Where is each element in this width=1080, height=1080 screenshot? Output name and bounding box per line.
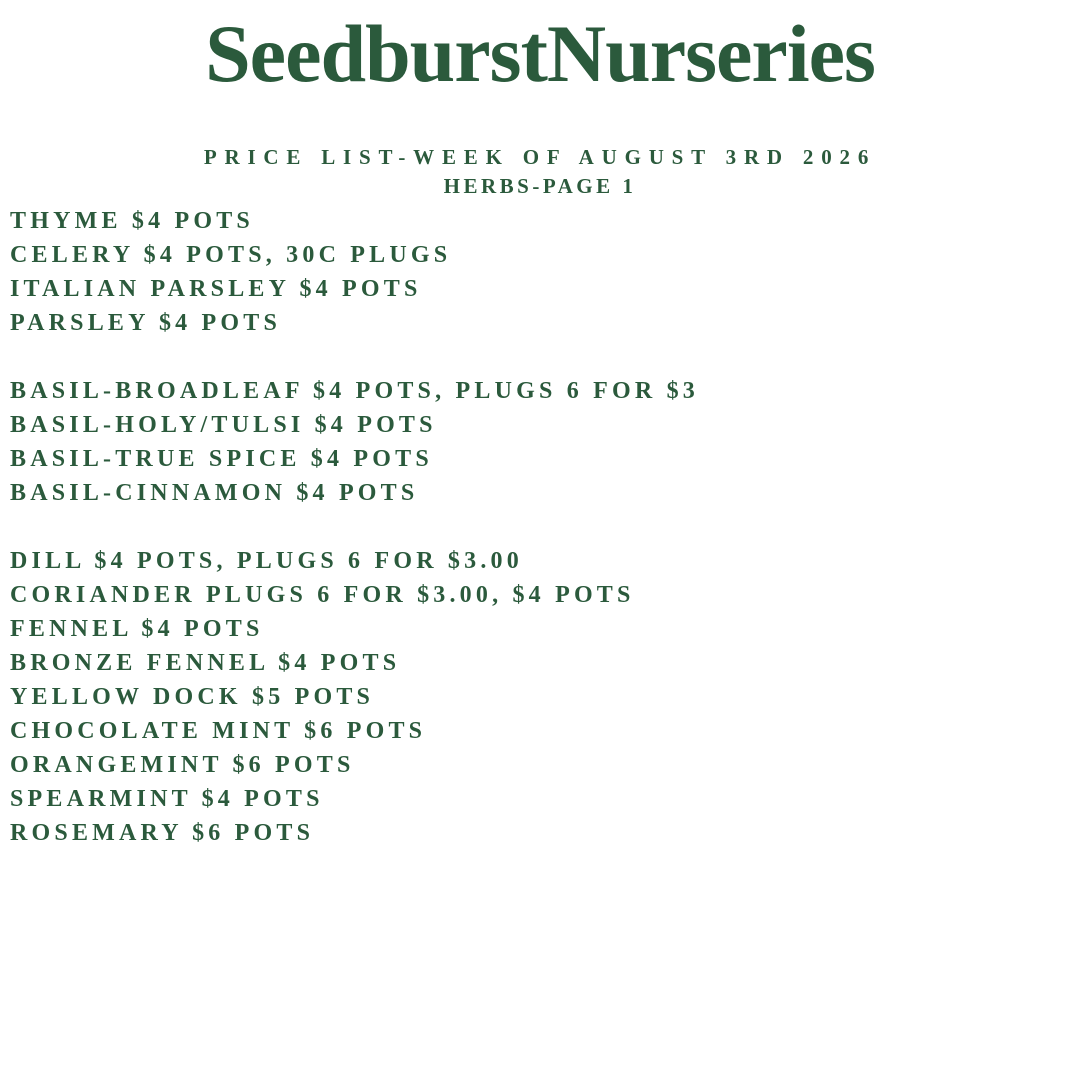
list-item: BASIL-CINNAMON $4 POTS: [10, 480, 419, 506]
list-item: CELERY $4 POTS, 30C PLUGS: [10, 242, 452, 268]
list-item: CHOCOLATE MINT $6 POTS: [10, 718, 427, 744]
brand-title: SeedburstNurseries: [205, 8, 875, 99]
list-item: SPEARMINT $4 POTS: [10, 786, 324, 812]
list-item: PARSLEY $4 POTS: [10, 310, 282, 336]
list-item: ORANGEMINT $6 POTS: [10, 752, 355, 778]
list-item: BASIL-HOLY/TULSI $4 POTS: [10, 412, 437, 438]
price-list: [10, 204, 699, 884]
list-item: YELLOW DOCK $5 POTS: [10, 684, 375, 710]
list-item: FENNEL $4 POTS: [10, 616, 264, 642]
list-item: ROSEMARY $6 POTS: [10, 820, 315, 846]
list-item: CORIANDER PLUGS 6 FOR $3.00, $4 POTS: [10, 582, 635, 608]
page-label: HERBS-PAGE 1: [443, 174, 637, 198]
herb-group-parsley-family: [10, 204, 699, 340]
list-item: THYME $4 POTS: [10, 208, 254, 234]
list-item: DILL $4 POTS, PLUGS 6 FOR $3.00: [10, 548, 523, 574]
list-item: BRONZE FENNEL $4 POTS: [10, 650, 401, 676]
herb-group-basil: [10, 374, 699, 510]
list-item: BASIL-BROADLEAF $4 POTS, PLUGS 6 FOR $3: [10, 378, 699, 404]
herb-group-misc: [10, 544, 699, 850]
list-item: ITALIAN PARSLEY $4 POTS: [10, 276, 422, 302]
price-list-date: PRICE LIST-WEEK OF AUGUST 3RD 2026: [203, 145, 877, 169]
list-item: BASIL-TRUE SPICE $4 POTS: [10, 446, 433, 472]
